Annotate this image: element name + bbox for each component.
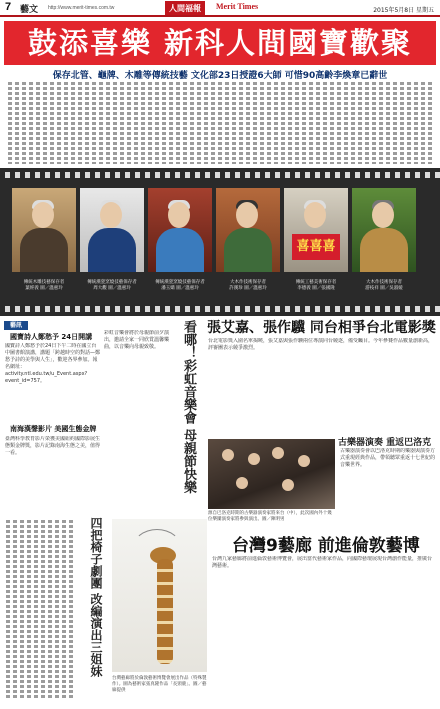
master-photo-strip — [0, 168, 440, 316]
giraffe-photo-caption: 台灣藝廊將於倫敦藝術博覽會展出作品（特殊製作）。圖為藝術家張真隆作品「長頸鹿」。圖／藝廊提供 — [112, 676, 207, 693]
section-name: 藝文 — [20, 5, 39, 15]
movie-feature-headline: 張艾嘉、張作驥 同台相爭台北電影獎 — [207, 320, 436, 336]
london-feature-headline: 台灣9藝廊 前進倫敦藝博 — [232, 536, 420, 556]
issue-date: 2015年5月8日 星期五 — [373, 7, 434, 14]
london-feature-body: 台灣九家藝廊將前進倫敦藝術博覽會，展出當代藝術家作品，向國際藝壇展現台灣創作能量，推廣台灣藝術。 — [212, 556, 433, 569]
masthead — [0, 0, 440, 17]
brief-1-title: 國寶詩人鄭愁予 24日開講 — [10, 333, 93, 341]
concert-body: 古樂器演奏會以巴洛克時期的樂器與演奏方式重現經典作品，帶領聽眾重返十七世紀的音樂世界。 — [340, 448, 436, 468]
masthead-url: http://www.merit-times.com.tw — [48, 5, 115, 11]
brief-1-body: 國寶詩人鄭愁予於24日下午二時在國立台中圖書館演講，講題「跨越時空的對話—鄭愁予詩的美學與人生」，歡迎各界參加。報名網址：activity.ntl.edu.tw/u_Event.aspx?event_id=757。 — [5, 343, 100, 384]
arts-briefs-tab: 藝訊 — [4, 321, 28, 330]
master-photo-4 — [216, 188, 280, 272]
concert-photo — [208, 439, 335, 509]
master-photo-6 — [352, 188, 416, 272]
photo-caption-1: 傳統木雕技藝保存者 葉經義 圖／溫惠玲 — [23, 280, 65, 291]
master-photo-5 — [284, 188, 348, 272]
brief-2-title: 南海漢聲影片 美國生態金牌 — [10, 425, 97, 433]
concert-photo-caption: 源自巴洛克時期的古樂器演奏家將來台（中），此次國內外十幾位樂團演奏家將參與演出。圖／陳明男 — [208, 511, 332, 522]
music-feature-body: 彩虹音樂會將於母親節前夕演出，邀請全家一同欣賞溫馨樂曲，以音樂向母親致敬。 — [104, 330, 170, 350]
photo-caption-4: 大木作技術保存者 許漢珍 圖／溫惠玲 — [229, 280, 267, 291]
brief-3-title: 四把椅子劇團 改編演出三姐妹 — [89, 517, 103, 678]
giraffe-artwork-photo — [112, 519, 207, 672]
master-photo-2 — [80, 188, 144, 272]
concert-headline: 古樂器演奏 重返巴洛克 — [338, 438, 432, 448]
master-photo-1 — [12, 188, 76, 272]
photo-caption-3: 傳統漢瓷窯燒技藝保存者 潘玉嬌 圖／溫惠玲 — [155, 280, 205, 291]
photo-caption-2: 傳統漢瓷窯燒技藝保存者 周大觀 圖／溫惠玲 — [87, 280, 137, 291]
main-story-text — [4, 82, 436, 164]
photo-caption-5: 傳統工藝美術保存者 李德義 圖／張國隆 — [295, 280, 337, 291]
brief-2-body: 臺灣科學教育影片榮獲美國紐約國際影展生態類金牌獎，影片記錄南海生態之美，值得一看。 — [5, 436, 100, 456]
brief-3-body — [4, 520, 74, 700]
movie-feature-body: 台北電影獎入圍名單揭曉，張艾嘉與張作驥兩位導演同台競逐，備受矚目。今年參賽作品數量創新高，評審團表示競爭激烈。 — [208, 338, 434, 351]
hero-subheadline: 保存北管、龜牌、木雕等傳統技藝 文化部23日授證6大師 可惜90高齡李煥章已辭世 — [52, 71, 388, 81]
newspaper-logo: 人間福報 — [165, 1, 205, 15]
master-photo-3 — [148, 188, 212, 272]
hero-headline: 鼓添喜樂 新科人間國寶歡聚 — [4, 21, 436, 65]
photo-caption-6: 大木作技術保存者 游枝祥 圖／吳淑媛 — [365, 280, 403, 291]
page-number: 7 — [5, 1, 12, 13]
newspaper-logo-en: Merit Times — [216, 2, 259, 11]
music-feature-title: 看哪！彩虹音樂會 母親節快樂 — [181, 320, 196, 494]
festive-sign: 喜喜喜 — [292, 234, 340, 260]
